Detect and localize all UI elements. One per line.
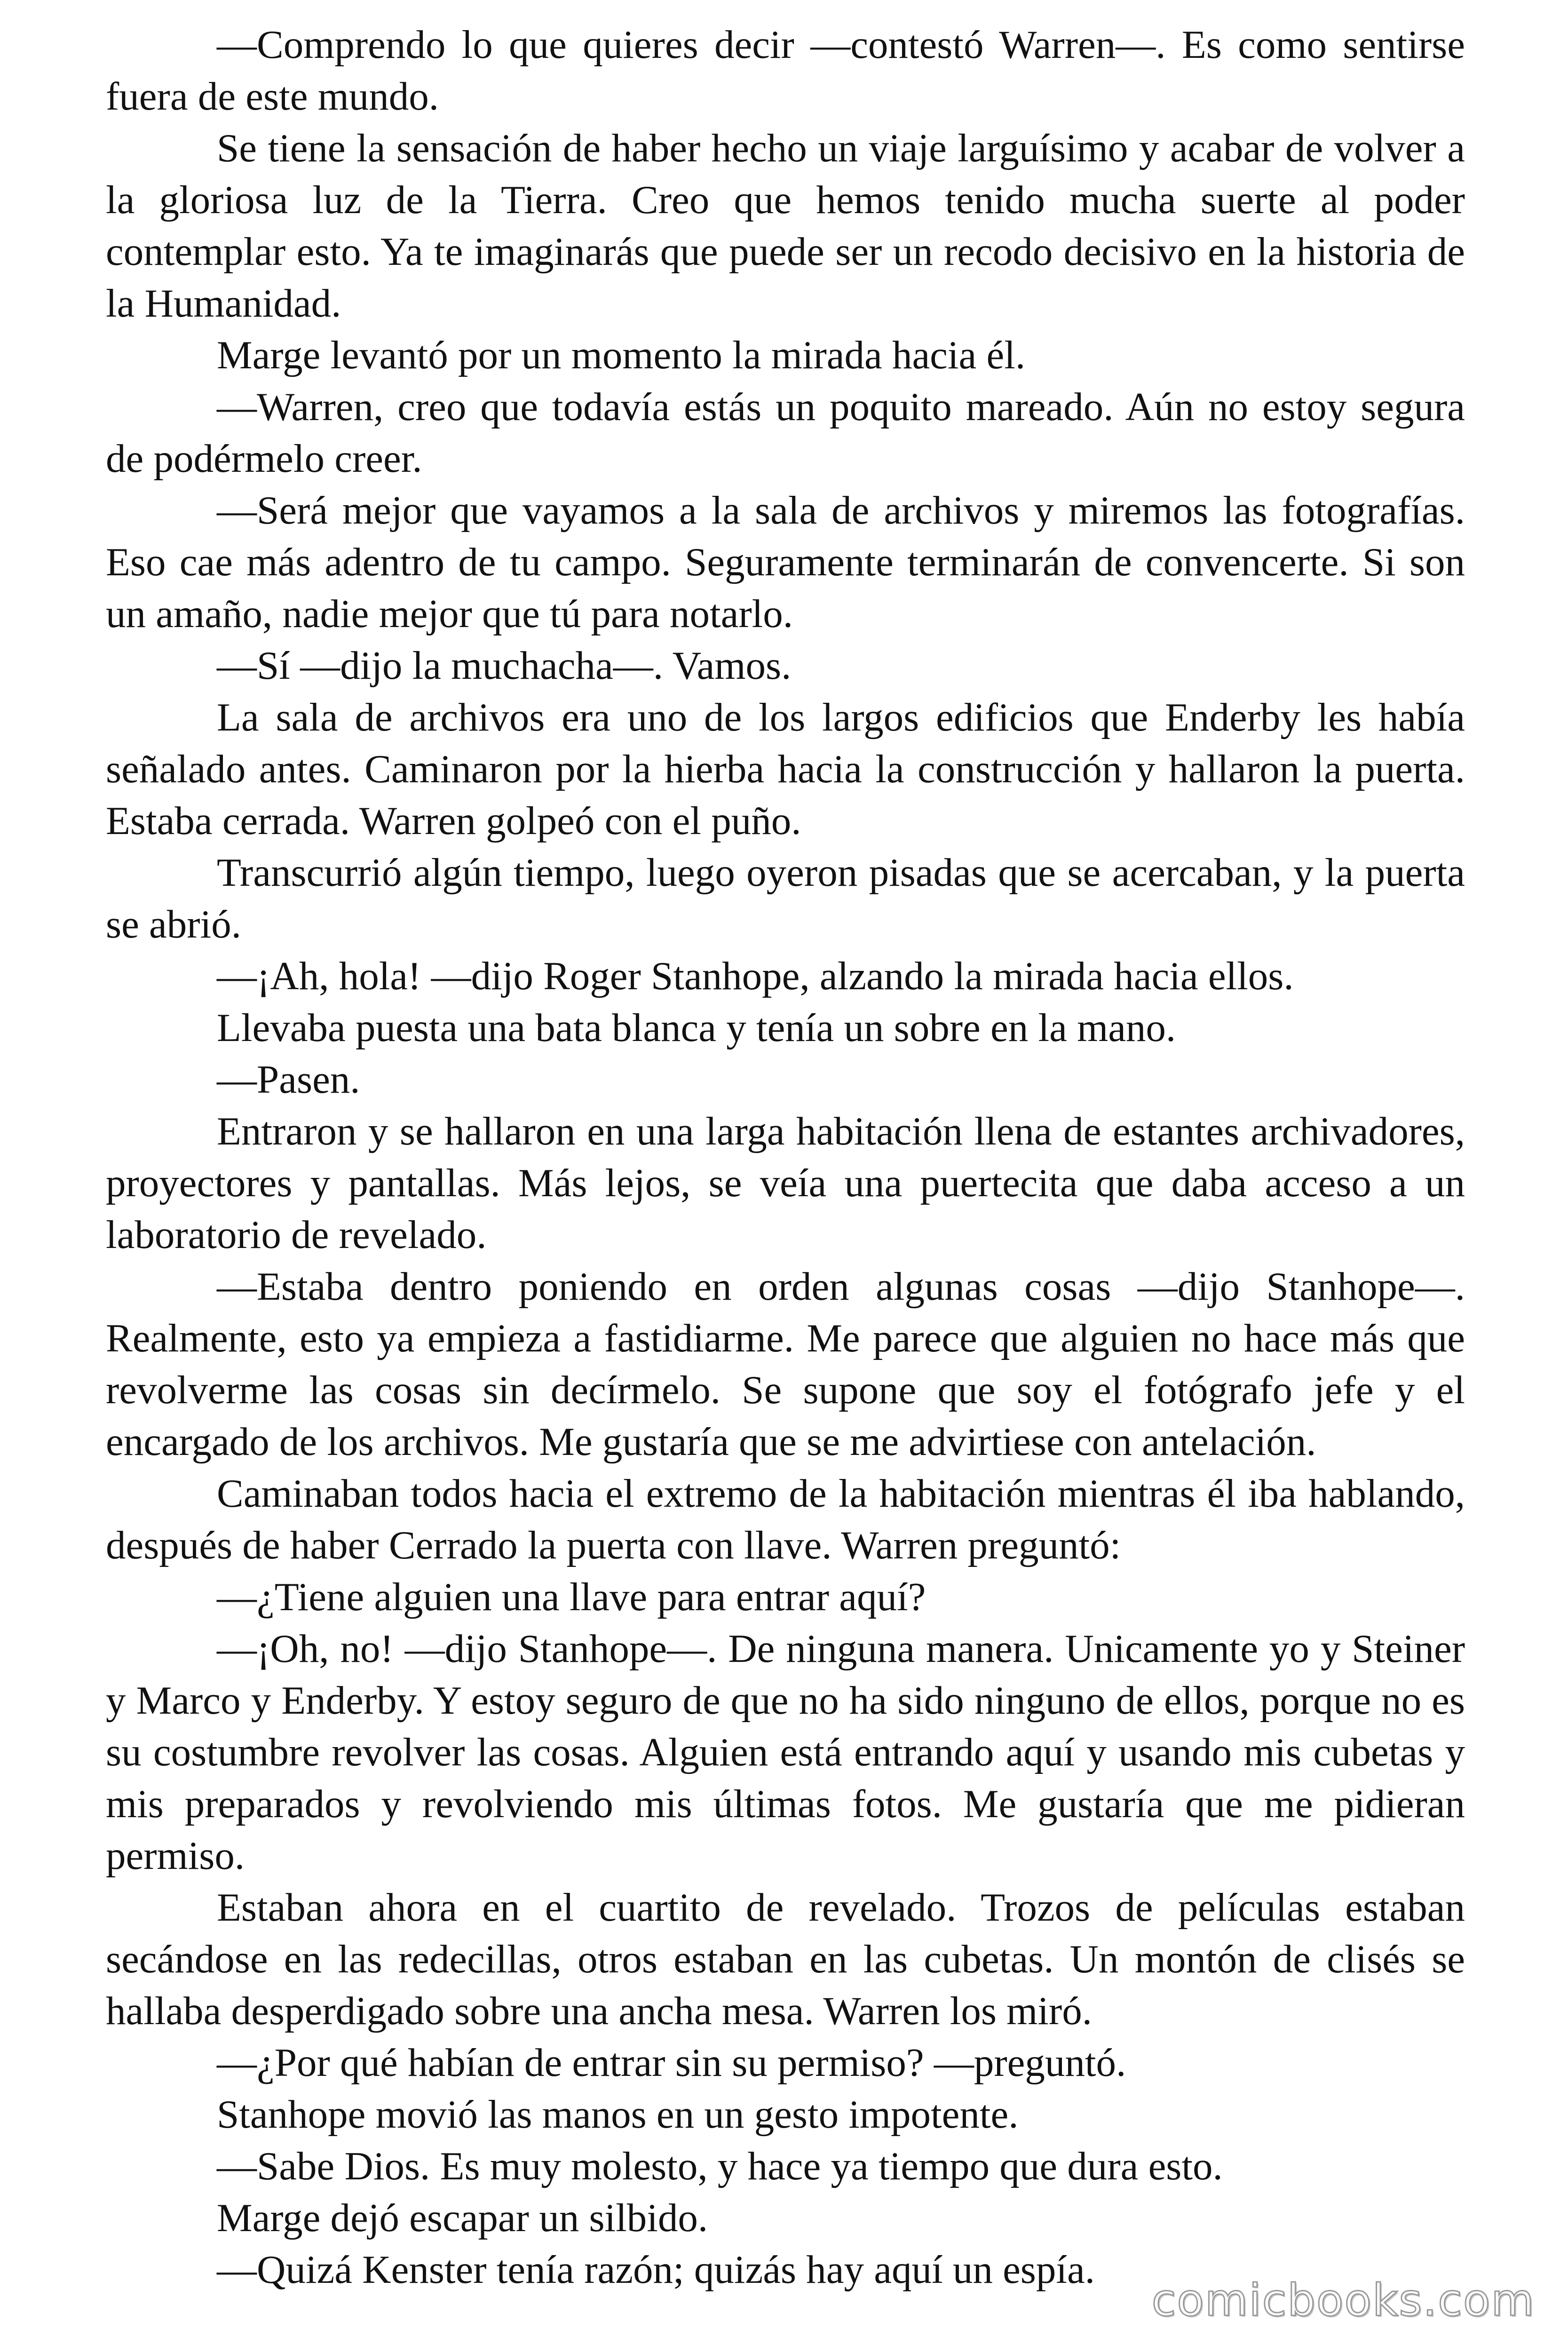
- paragraph: Se tiene la sensación de haber hecho un viaje larguísimo y acabar de volver a la gloriosa luz de la Tierra. Creo que hemos tenido mucha suerte al poder contemplar esto. Ya te imaginarás que puede ser un recodo decisivo en la historia de la Humanidad.: [106, 126, 1465, 326]
- paragraph: —¡Oh, no! —dijo Stanhope—. De ninguna manera. Unicamente yo y Steiner y Marco y Enderby. Y estoy seguro de que no ha sido ninguno de ellos, porque no es su costumbre revolver las cosas. Alguien está entrando aquí y usando mis cubetas y mis preparados y revolviendo mis últimas fotos. Me gustaría que me pidieran permiso.: [106, 1627, 1465, 1878]
- paragraph: Stanhope movió las manos en un gesto impotente.: [217, 2092, 1019, 2137]
- paragraph: —Pasen.: [217, 1057, 360, 1102]
- paragraph: —Comprendo lo que quieres decir —contestó Warren—. Es como sentirse fuera de este mundo.: [106, 23, 1465, 119]
- paragraph: —Quizá Kenster tenía razón; quizás hay aquí un espía.: [217, 2248, 1095, 2292]
- paragraph: —Será mejor que vayamos a la sala de archivos y miremos las fotografías. Eso cae más adentro de tu campo. Seguramente terminarán de convencerte. Si son un amaño, nadie mejor que tú para notarlo.: [106, 488, 1465, 636]
- paragraph: Llevaba puesta una bata blanca y tenía un sobre en la mano.: [217, 1006, 1176, 1050]
- paragraph: —Warren, creo que todavía estás un poquito mareado. Aún no estoy segura de podérmelo creer.: [106, 385, 1465, 481]
- paragraph: Entraron y se hallaron en una larga habitación llena de estantes archivadores, proyectores y pantallas. Más lejos, se veía una puertecita que daba acceso a un laboratorio de revelado.: [106, 1109, 1465, 1257]
- paragraph: Transcurrió algún tiempo, luego oyeron pisadas que se acercaban, y la puerta se abrió.: [106, 850, 1465, 946]
- paragraph: Marge dejó escapar un silbido.: [217, 2196, 708, 2240]
- paragraph: Estaban ahora en el cuartito de revelado. Trozos de películas estaban secándose en las redecillas, otros estaban en las cubetas. Un montón de clisés se hallaba desperdigado sobre una ancha mesa. Warren los miró.: [106, 1885, 1465, 2033]
- paragraph: —¡Ah, hola! —dijo Roger Stanhope, alzando la mirada hacia ellos.: [217, 954, 1294, 998]
- paragraph: —¿Por qué habían de entrar sin su permiso? —preguntó.: [217, 2041, 1126, 2085]
- paragraph: Marge levantó por un momento la mirada hacia él.: [217, 333, 1026, 377]
- watermark-logo: comicbooks.com: [1151, 2275, 1535, 2326]
- paragraph: —Sí —dijo la muchacha—. Vamos.: [217, 644, 792, 688]
- paragraph: Caminaban todos hacia el extremo de la habitación mientras él iba hablando, después de haber Cerrado la puerta con llave. Warren preguntó:: [106, 1471, 1465, 1567]
- paragraph: —¿Tiene alguien una llave para entrar aquí?: [217, 1575, 926, 1619]
- paragraph: —Sabe Dios. Es muy molesto, y hace ya tiempo que dura esto.: [217, 2144, 1223, 2188]
- paragraph: —Estaba dentro poniendo en orden algunas cosas —dijo Stanhope—. Realmente, esto ya empieza a fastidiarme. Me parece que alguien no hace más que revolverme las cosas sin decírmelo. Se supone que soy el fotógrafo jefe y el encargado de los archivos. Me gustaría que se me advirtiese con antelación.: [106, 1264, 1465, 1464]
- paragraph: La sala de archivos era uno de los largos edificios que Enderby les había señalado antes. Caminaron por la hierba hacia la construcción y hallaron la puerta. Estaba cerrada. Warren golpeó con el puño.: [106, 695, 1465, 843]
- book-page-text: [106, 19, 1465, 2296]
